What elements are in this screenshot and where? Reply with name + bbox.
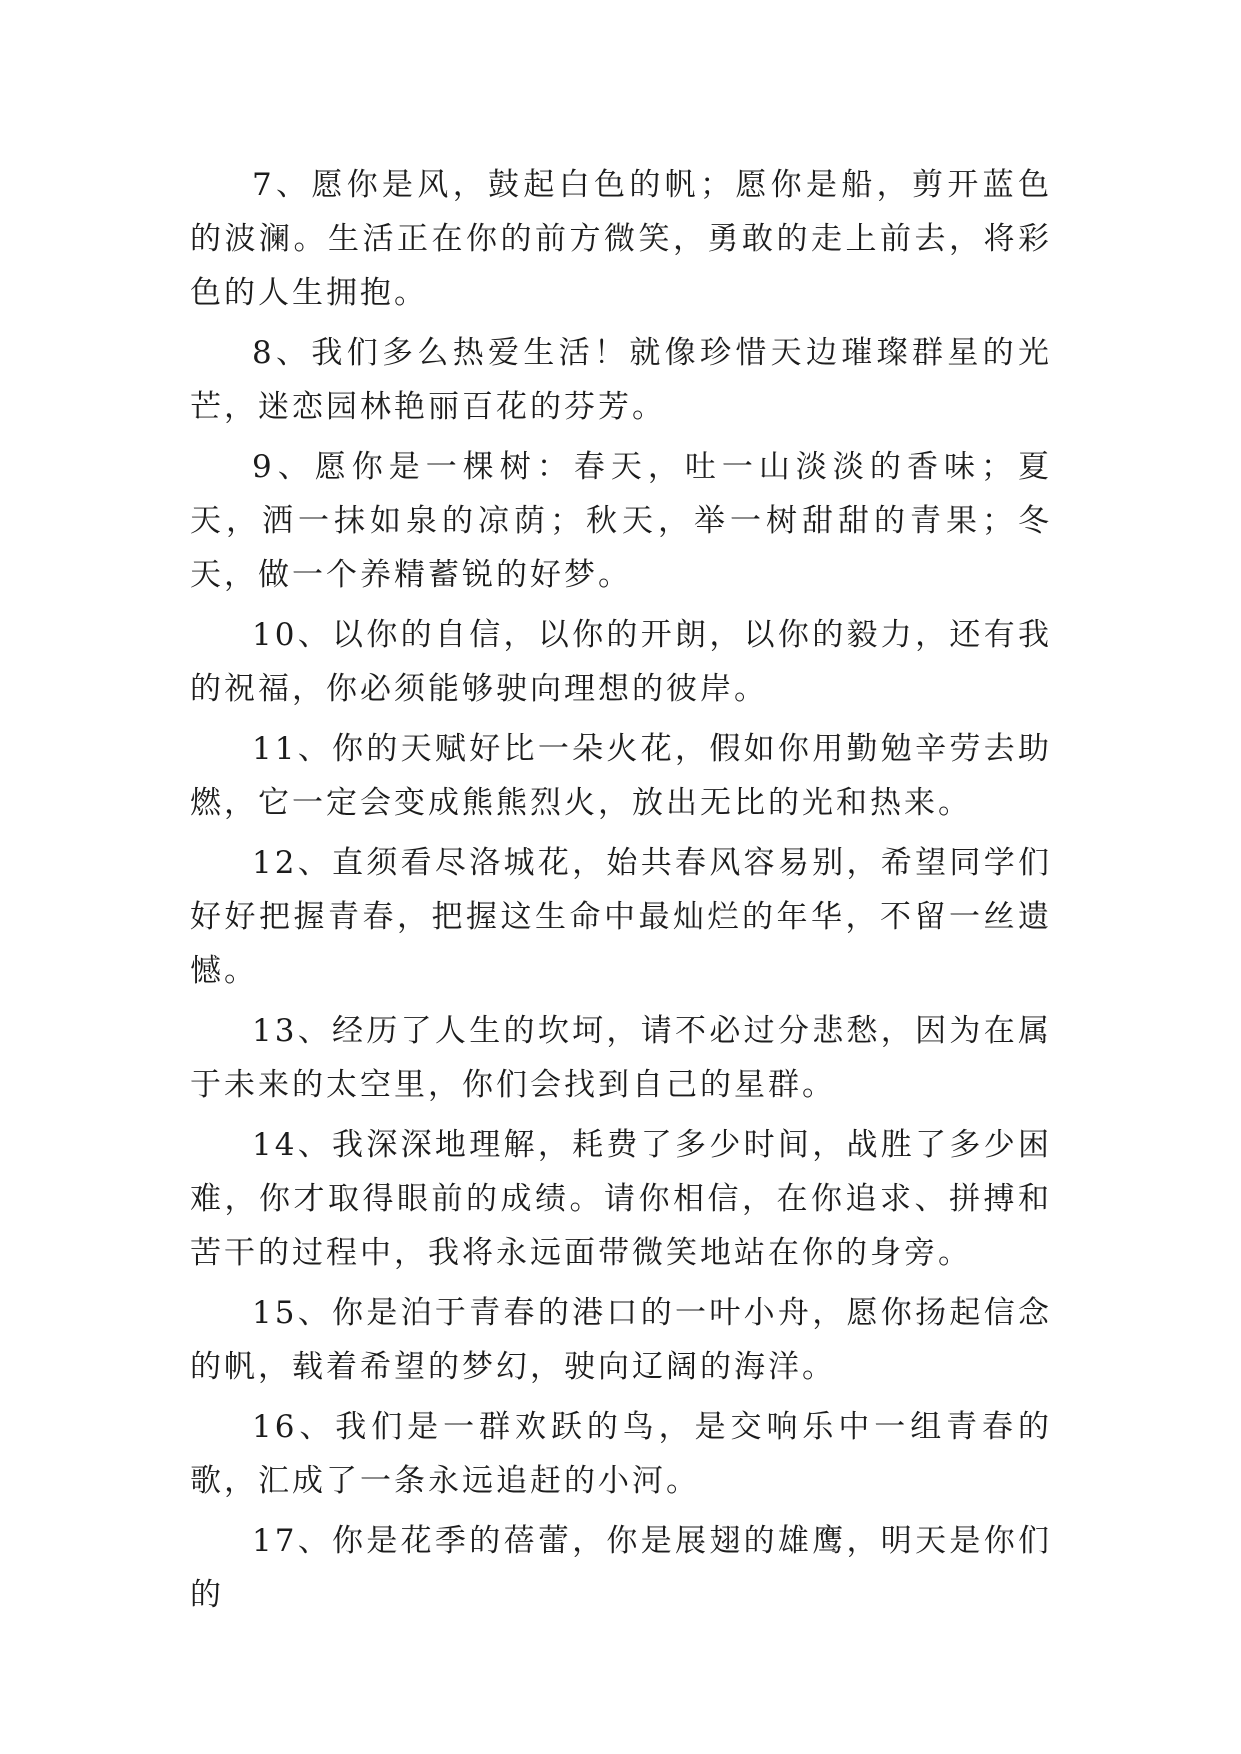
paragraph-15: 15、你是泊于青春的港口的一叶小舟，愿你扬起信念的帆，载着希望的梦幻，驶向辽阔的海洋。 bbox=[190, 1295, 1052, 1385]
paragraph-11: 11、你的天赋好比一朵火花，假如你用勤勉辛劳去助燃，它一定会变成熊熊烈火，放出无比的光和热来。 bbox=[190, 731, 1052, 821]
paragraph-14: 14、我深深地理解，耗费了多少时间，战胜了多少困难，你才取得眼前的成绩。请你相信，在你追求、拼搏和苦干的过程中，我将永远面带微笑地站在你的身旁。 bbox=[190, 1127, 1052, 1271]
paragraph-16: 16、我们是一群欢跃的鸟，是交响乐中一组青春的歌，汇成了一条永远追赶的小河。 bbox=[190, 1409, 1052, 1499]
paragraph-12: 12、直须看尽洛城花，始共春风容易别，希望同学们好好把握青春，把握这生命中最灿烂的年华，不留一丝遗憾。 bbox=[190, 845, 1052, 989]
paragraph-8: 8、我们多么热爱生活！就像珍惜天边璀璨群星的光芒，迷恋园林艳丽百花的芬芳。 bbox=[190, 335, 1052, 425]
document-body bbox=[190, 158, 1052, 1628]
paragraph-17: 17、你是花季的蓓蕾，你是展翅的雄鹰，明天是你们的 bbox=[190, 1523, 1052, 1613]
paragraph-13: 13、经历了人生的坎坷，请不必过分悲愁，因为在属于未来的太空里，你们会找到自己的星群。 bbox=[190, 1013, 1052, 1103]
paragraph-9: 9、愿你是一棵树：春天，吐一山淡淡的香味；夏天，洒一抹如泉的凉荫；秋天，举一树甜甜的青果；冬天，做一个养精蓄锐的好梦。 bbox=[190, 449, 1052, 593]
paragraph-10: 10、以你的自信，以你的开朗，以你的毅力，还有我的祝福，你必须能够驶向理想的彼岸。 bbox=[190, 617, 1052, 707]
paragraph-7: 7、愿你是风，鼓起白色的帆；愿你是船，剪开蓝色的波澜。生活正在你的前方微笑，勇敢的走上前去，将彩色的人生拥抱。 bbox=[190, 167, 1052, 311]
